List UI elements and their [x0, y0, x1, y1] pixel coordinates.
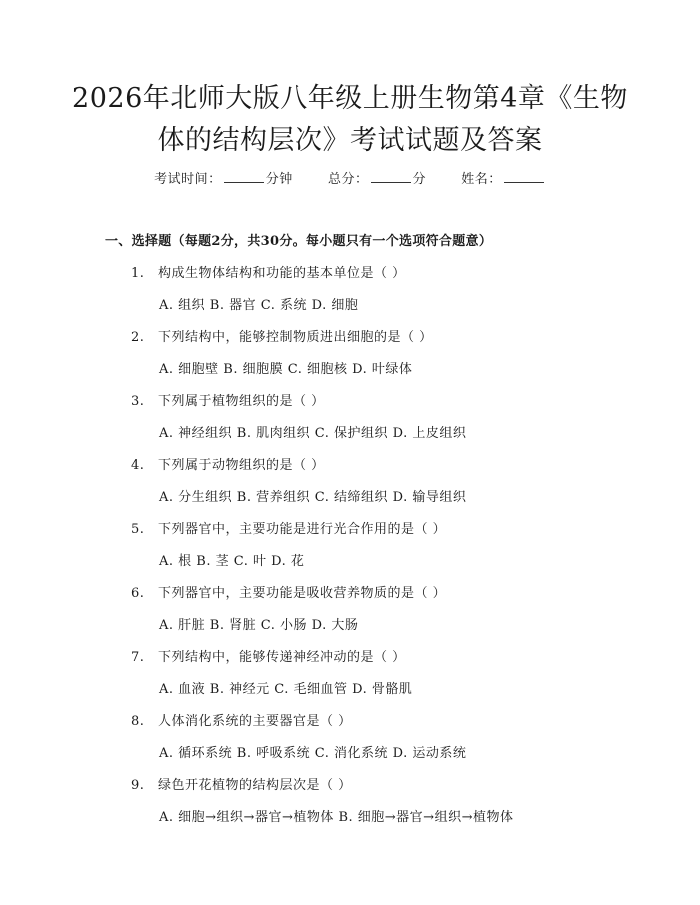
name-blank [504, 170, 544, 183]
question-options: A. 组织 B. 器官 C. 系统 D. 细胞 [159, 298, 359, 313]
question-number: 4. [131, 458, 145, 473]
question-number: 8. [131, 714, 145, 729]
question-number: 7. [131, 650, 145, 665]
question-item [131, 454, 325, 473]
question-item [131, 646, 406, 665]
question-options: A. 肝脏 B. 肾脏 C. 小肠 D. 大肠 [159, 618, 359, 633]
score-label: 总分： [327, 172, 369, 187]
question-text: 绿色开花植物的结构层次是（ ） [158, 778, 352, 793]
question-item [131, 774, 352, 793]
exam-meta [0, 168, 700, 187]
question-text: 下列结构中，能够传递神经冲动的是（ ） [158, 650, 406, 665]
time-blank [224, 170, 264, 183]
question-text: 下列器官中，主要功能是进行光合作用的是（ ） [158, 522, 447, 537]
question-options: A. 分生组织 B. 营养组织 C. 结缔组织 D. 输导组织 [159, 490, 467, 505]
question-text: 下列结构中，能够控制物质进出细胞的是（ ） [158, 330, 433, 345]
section-heading: 一、选择题（每题2分，共30分。每小题只有一个选项符合题意） [105, 234, 493, 249]
name-label: 姓名： [461, 172, 502, 187]
score-unit: 分 [412, 172, 427, 187]
question-options: A. 细胞→组织→器官→植物体 B. 细胞→器官→组织→植物体 [159, 810, 514, 825]
question-text: 构成生物体结构和功能的基本单位是（ ） [158, 266, 406, 281]
question-options: A. 神经组织 B. 肌肉组织 C. 保护组织 D. 上皮组织 [159, 426, 467, 441]
question-number: 5. [131, 522, 145, 537]
question-item [131, 326, 433, 345]
question-options: A. 循环系统 B. 呼吸系统 C. 消化系统 D. 运动系统 [159, 746, 467, 761]
question-number: 9. [131, 778, 145, 793]
question-text: 下列器官中，主要功能是吸收营养物质的是（ ） [158, 586, 447, 601]
question-item [131, 518, 446, 537]
question-options: A. 细胞壁 B. 细胞膜 C. 细胞核 D. 叶绿体 [159, 362, 413, 377]
question-number: 1. [131, 266, 145, 281]
question-options: A. 根 B. 茎 C. 叶 D. 花 [159, 554, 305, 569]
question-text: 人体消化系统的主要器官是（ ） [158, 714, 352, 729]
score-blank [371, 170, 411, 183]
question-item [131, 390, 325, 409]
question-number: 3. [131, 394, 145, 409]
question-item [131, 262, 406, 281]
time-label: 考试时间： [154, 172, 222, 187]
question-number: 6. [131, 586, 145, 601]
question-options: A. 血液 B. 神经元 C. 毛细血管 D. 骨骼肌 [159, 682, 413, 697]
question-text: 下列属于动物组织的是（ ） [158, 458, 325, 473]
question-item [131, 710, 352, 729]
question-item [131, 582, 446, 601]
exam-title: 2026年北师大版八年级上册生物第4章《生物体的结构层次》考试试题及答案 [72, 83, 628, 156]
question-text: 下列属于植物组织的是（ ） [158, 394, 325, 409]
question-number: 2. [131, 330, 145, 345]
time-unit: 分钟 [265, 172, 293, 187]
